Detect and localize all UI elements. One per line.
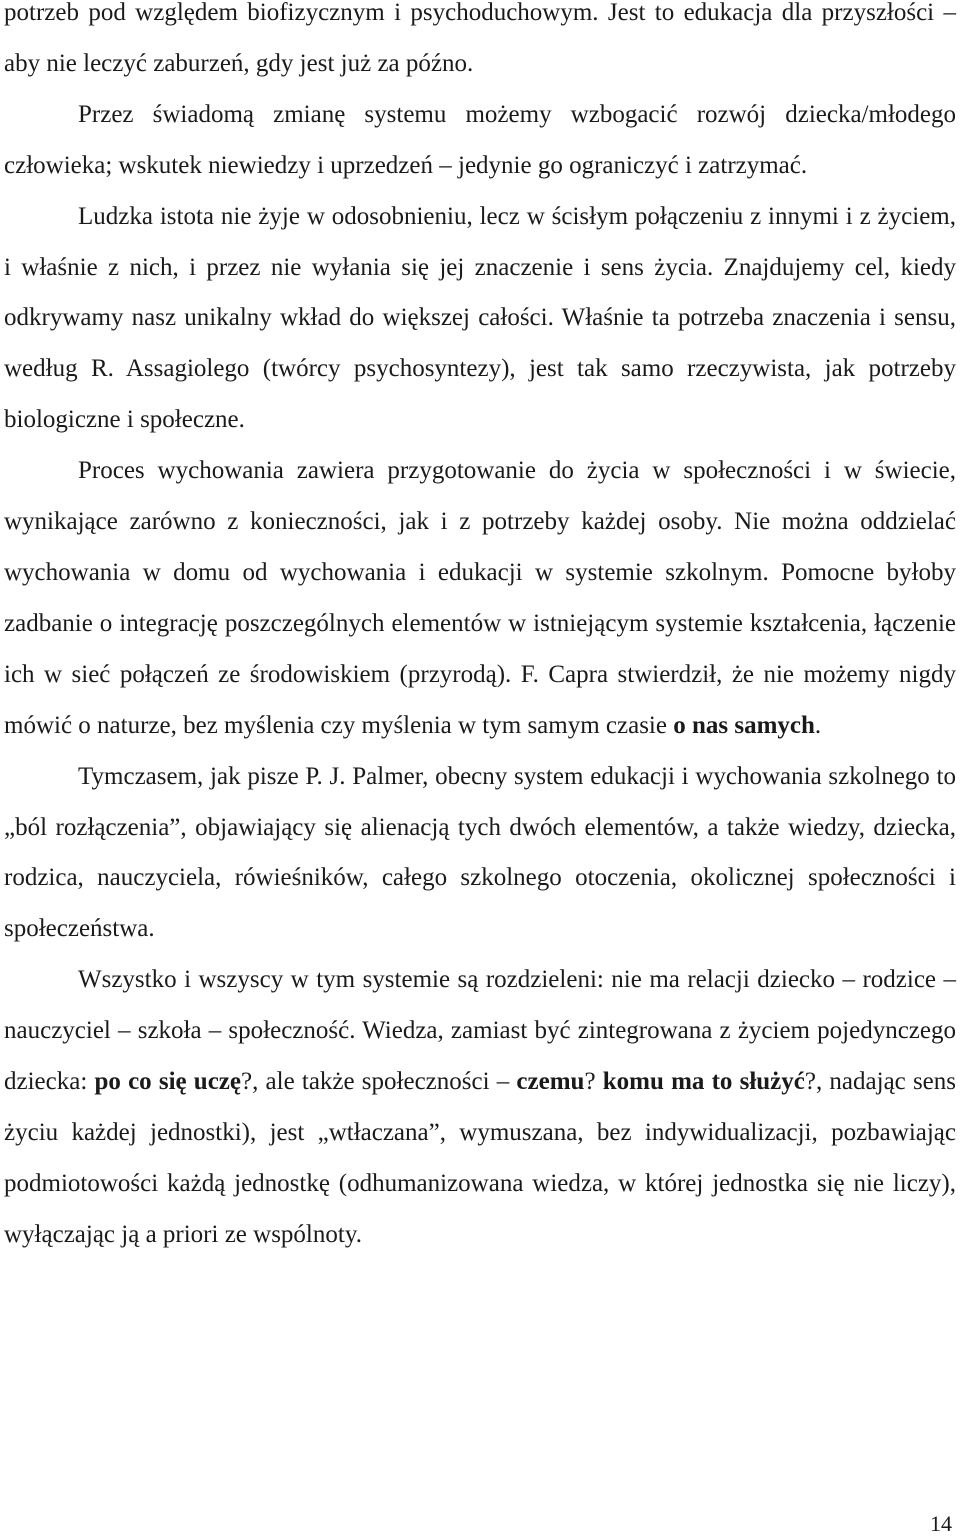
- document-page: [4, 0, 956, 1537]
- paragraph-text: ?, nadając sens życiu każdej jednostki), jest „wtłaczana”, wymuszana, bez indywidualizacji, pozbawiając podmiotowości każdą jednostkę (odhumanizowana wiedza, w której jednostka się nie liczy), wyłączając ją a priori ze wspólnoty.: [4, 1068, 957, 1248]
- paragraph-text: potrzeb pod względem biofizycznym i psychoduchowym. Jest to edukacja dla przyszłości – aby nie leczyć zaburzeń, gdy jest już za późno.: [4, 0, 956, 77]
- bold-phrase: komu ma to służyć: [602, 1068, 805, 1096]
- paragraph-text: .: [814, 711, 822, 739]
- paragraph-human-being: [4, 192, 956, 447]
- paragraph-text: Ludzka istota nie żyje w odosobnieniu, lecz w ścisłym połączeniu z innymi i z życiem, i właśnie z nich, i przez nie wyłania się jej znaczenie i sens życia. Znajdujemy cel, kiedy odkrywamy nasz unikalny wkład do większej całości. Właśnie ta potrzeba znaczenia i sensu, według R. Assagiolego (twórcy psychosyntezy), jest tak samo rzeczywista, jak potrzeby biologiczne i społeczne.: [4, 202, 956, 434]
- paragraph-text: Tymczasem, jak pisze P. J. Palmer, obecny system edukacji i wychowania szkolnego to „ból rozłączenia”, objawiający się alienacją tych dwóch elementów, a także wiedzy, dziecka, rodzica, nauczyciela, rówieśników, całego szkolnego otoczenia, okolicznej społeczności i społeczeństwa.: [4, 762, 956, 943]
- body-text: [4, 0, 956, 1261]
- page-number: 14: [930, 1511, 952, 1536]
- paragraph-system-change: [4, 90, 956, 192]
- paragraph-separation: [4, 955, 956, 1260]
- paragraph-continued: [4, 0, 956, 90]
- paragraph-text: ?: [584, 1068, 603, 1096]
- paragraph-text: Wszystko i wszyscy w tym systemie są rozdzieleni: nie ma relacji dziecko – rodzice – nauczyciel – szkoła – społeczność. Wiedza, zamiast być zintegrowana z życiem pojedynczego dziecka:: [4, 966, 956, 1096]
- paragraph-text: Przez świadomą zmianę systemu możemy wzbogacić rozwój dziecka/młodego człowieka; wskutek niewiedzy i uprzedzeń – jedynie go ograniczyć i zatrzymać.: [4, 100, 956, 179]
- bold-phrase: po co się uczę: [94, 1068, 242, 1096]
- bold-phrase: o nas samych: [673, 711, 815, 739]
- bold-phrase: czemu: [516, 1068, 585, 1096]
- paragraph-text: ?, ale także społeczności –: [241, 1068, 517, 1096]
- paragraph-text: Proces wychowania zawiera przygotowanie do życia w społeczności i w świecie, wynikające zarówno z konieczności, jak i z potrzeby każdej osoby. Nie można oddzielać wychowania w domu od wychowania i edukacji w systemie szkolnym. Pomocne byłoby zadbanie o integrację poszczególnych elementów w istniejącym systemie kształcenia, łączenie ich w sieć połączeń ze środowiskiem (przyrodą). F. Capra stwierdził, że nie możemy nigdy mówić o naturze, bez myślenia czy myślenia w tym samym czasie: [4, 457, 956, 739]
- paragraph-palmer: [4, 752, 956, 956]
- paragraph-upbringing-process: [4, 446, 956, 751]
